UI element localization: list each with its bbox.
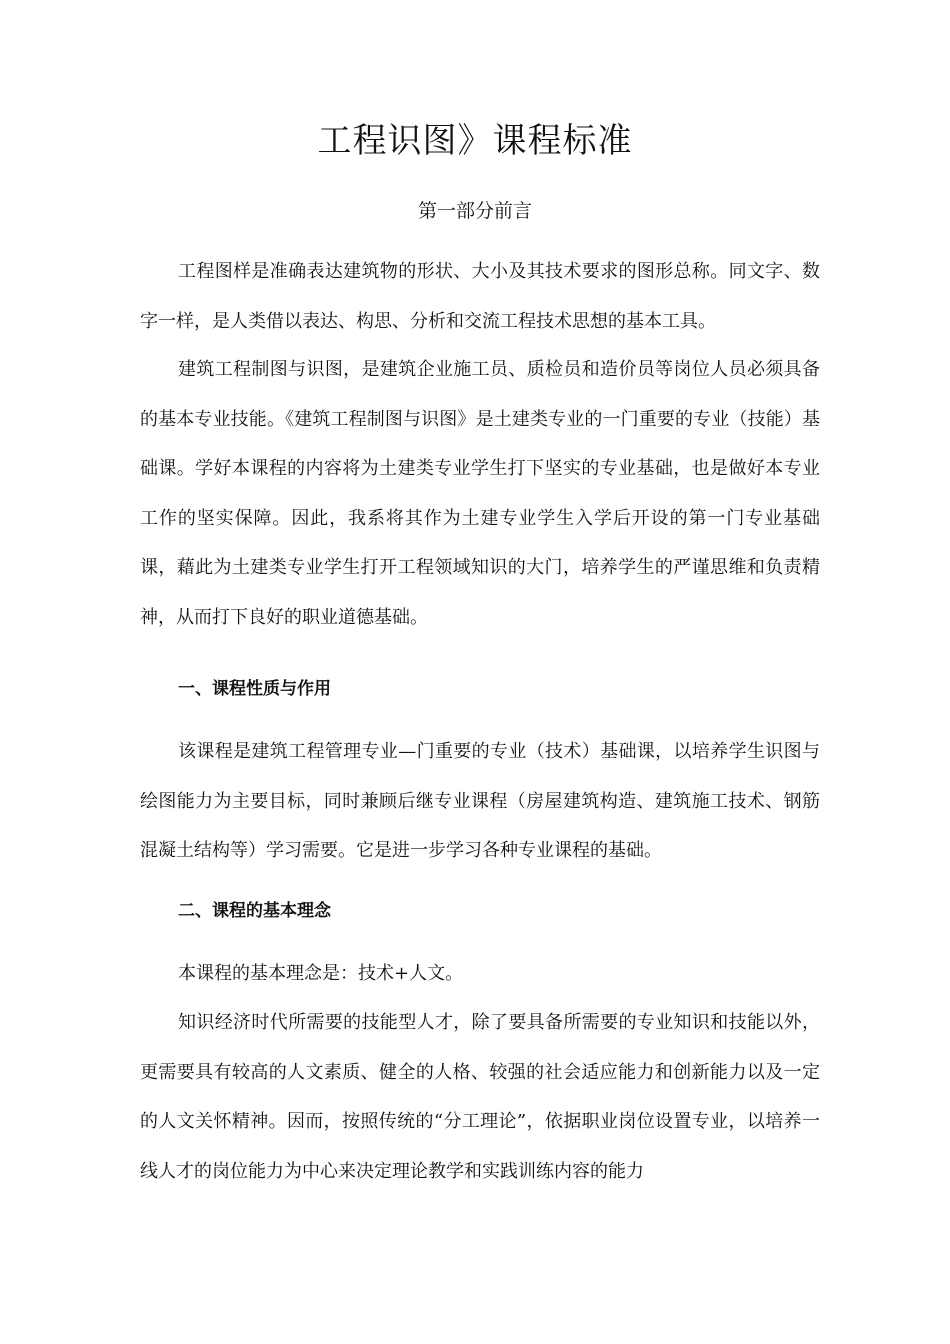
section-1-paragraph-1: 该课程是建筑工程管理专业—门重要的专业（技术）基础课，以培养学生识图与绘图能力为主要目标，同时兼顾后继专业课程（房屋建筑构造、建筑施工技术、钢筋混凝土结构等）学习需要。它是进一步学习各种专业课程的基础。 bbox=[140, 741, 820, 861]
preface-paragraph-2: 建筑工程制图与识图，是建筑企业施工员、质检员和造价员等岗位人员必须具备的基本专业技能。《建筑工程制图与识图》是土建类专业的一门重要的专业（技能）基础课。学好本课程的内容将为土建类专业学生打下坚实的专业基础，也是做好本专业工作的坚实保障。因此，我系将其作为土建专业学生入学后开设的第一门专业基础课，藉此为土建类专业学生打开工程领域知识的大门，培养学生的严谨思维和负责精神，从而打下良好的职业道德基础。 bbox=[140, 359, 820, 628]
part-heading: 第一部分前言 bbox=[417, 200, 532, 222]
preface-paragraph-1: 工程图样是准确表达建筑物的形状、大小及其技术要求的图形总称。同文字、数字一样，是人类借以表达、构思、分析和交流工程技术思想的基本工具。 bbox=[140, 261, 820, 332]
section-2-paragraph-1: 本课程的基本理念是：技术+人文。 bbox=[178, 963, 464, 984]
section-heading-philosophy: 二、课程的基本理念 bbox=[178, 901, 331, 921]
section-2-paragraph-2: 知识经济时代所需要的技能型人才，除了要具备所需要的专业知识和技能以外，更需要具有较高的人文素质、健全的人格、较强的社会适应能力和创新能力以及一定的人文关怀精神。因而，按照传统的“分工理论”，依据职业岗位设置专业，以培养一线人才的岗位能力为中心来决定理论教学和实践训练内容的能力 bbox=[140, 1012, 820, 1182]
document-title: 工程识图》课程标准 bbox=[317, 121, 633, 161]
section-heading-nature: 一、课程性质与作用 bbox=[178, 679, 331, 699]
